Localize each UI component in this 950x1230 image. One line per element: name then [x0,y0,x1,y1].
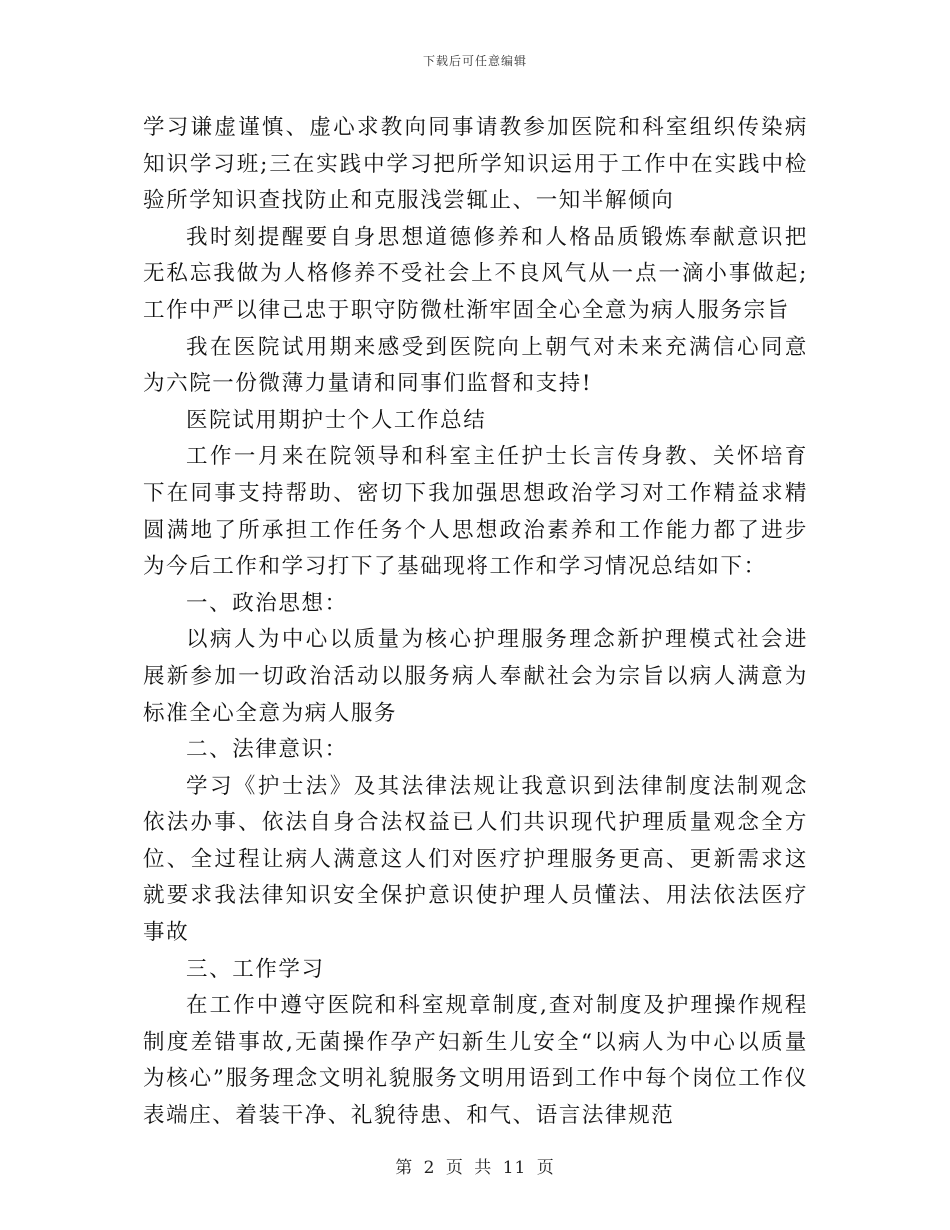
paragraph: 我时刻提醒要自身思想道德修养和人格品质锻炼奉献意识把无私忘我做为人格修养不受社会上不良风气从一点一滴小事做起;工作中严以律己忠于职守防微杜渐牢固全心全意为病人服务宗旨 [143,224,808,323]
section-heading: 一、政治思想： [186,590,348,616]
paragraph: 学习《护士法》及其法律法规让我意识到法律制度法制观念依法办事、依法自身合法权益已人们共识现代护理质量观念全方位、全过程让病人满意这人们对医疗护理服务更高、更新需求这就要求我法律知识安全保护意识使护理人员懂法、用法依法医疗事故 [143,773,808,946]
section-heading: 三、工作学习 [186,956,325,982]
paragraph: 在工作中遵守医院和科室规章制度,查对制度及护理操作规程制度差错事故,无菌操作孕产妇新生儿安全“以病人为中心以质量为核心”服务理念文明礼貌服务文明用语到工作中每个岗位工作仪表端庄、着装干净、礼貌待患、和气、语言法律规范 [143,993,808,1129]
paragraph: 以病人为中心以质量为核心护理服务理念新护理模式社会进展新参加一切政治活动以服务病人奉献社会为宗旨以病人满意为标准全心全意为病人服务 [143,627,808,726]
page-number-footer: 第 2 页 共 11 页 [395,1158,555,1178]
page-header-note: 下载后可任意编辑 [422,54,527,68]
section-heading: 二、法律意识： [186,737,348,763]
document-body [143,110,808,1135]
paragraph-continuation: 学习谦虚谨慎、虚心求教向同事请教参加医院和科室组织传染病知识学习班;三在实践中学习把所学知识运用于工作中在实践中检验所学知识查找防止和克服浅尝辄止、一知半解倾向 [143,115,808,214]
section-title: 医院试用期护士个人工作总结 [186,407,487,433]
paragraph: 我在医院试用期来感受到医院向上朝气对未来充满信心同意为六院一份微薄力量请和同事们监督和支持! [143,334,808,397]
paragraph: 工作一月来在院领导和科室主任护士长言传身教、关怀培育下在同事支持帮助、密切下我加强思想政治学习对工作精益求精圆满地了所承担工作任务个人思想政治素养和工作能力都了进步为今后工作和学习打下了基础现将工作和学习情况总结如下： [143,444,808,580]
